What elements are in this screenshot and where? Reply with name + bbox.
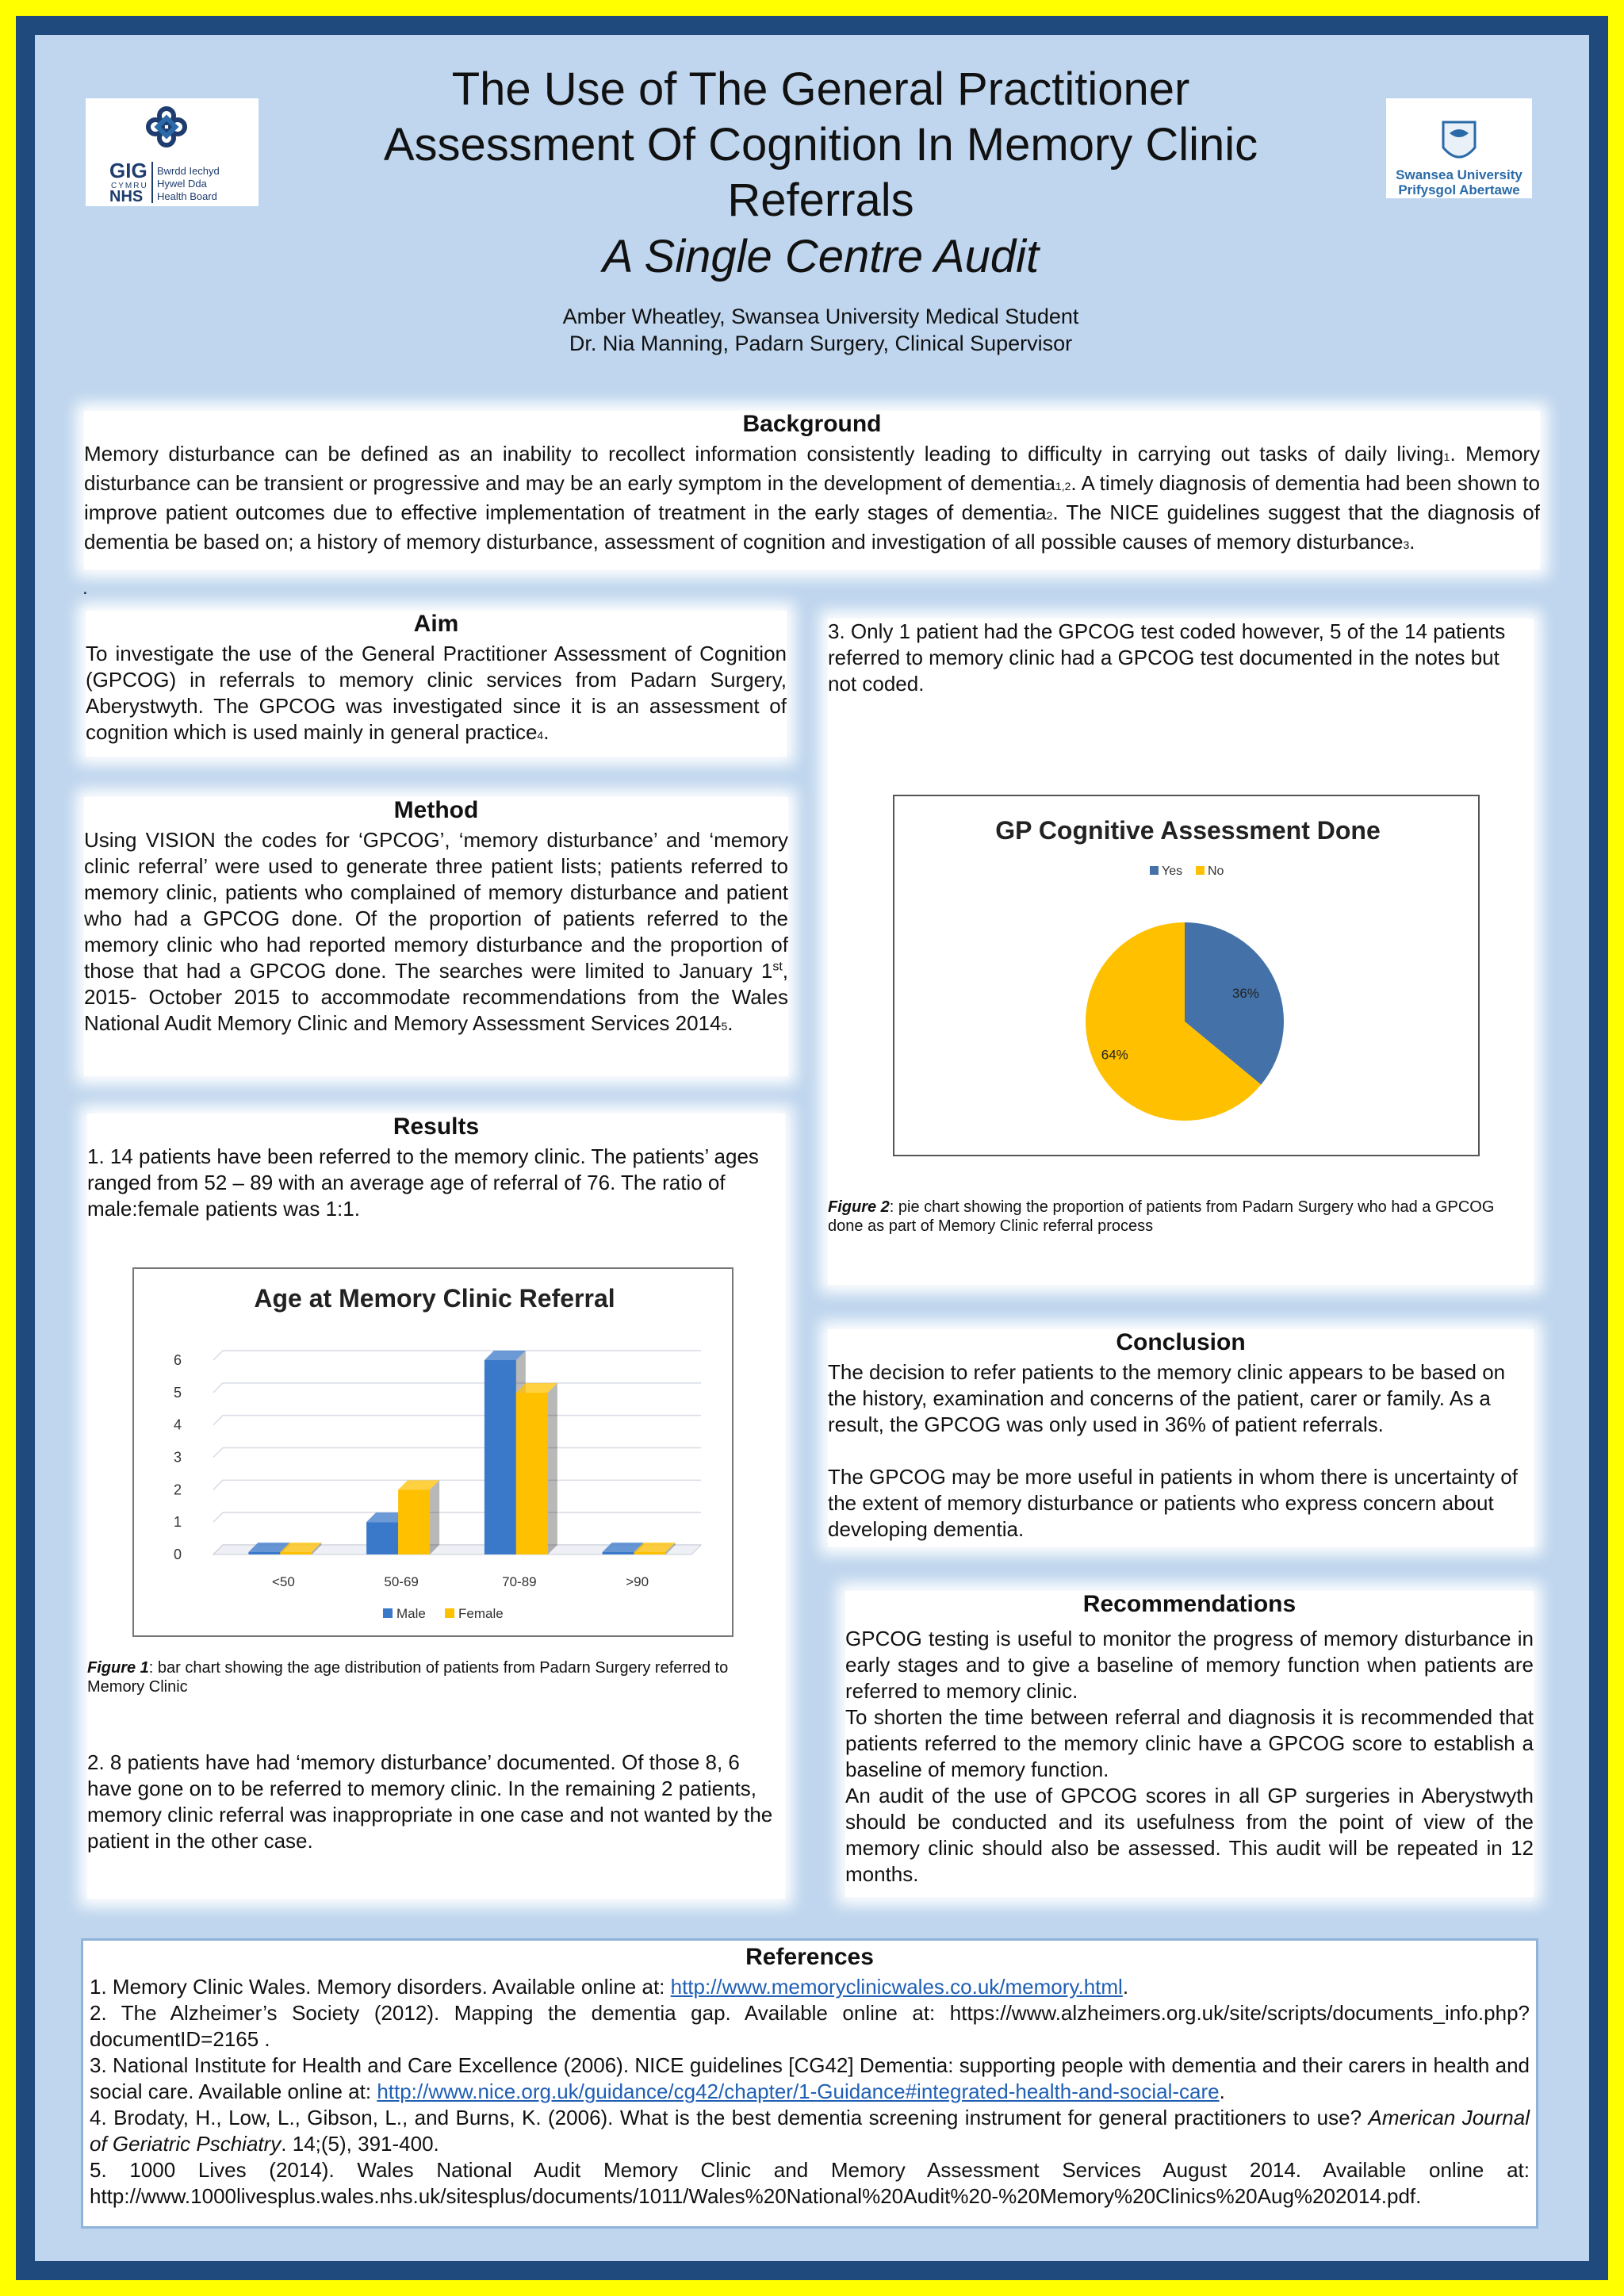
bar-male — [485, 1360, 516, 1554]
background-text-4: . The NICE guidelines suggest that the diagnosis of dementia be based on; a history of memory disturbance, assessment of cognition and investigation of all possible causes of memory disturbance — [84, 500, 1540, 554]
conclusion-para-2: The GPCOG may be more useful in patients in whom there is uncertainty of the extent of memory disturbance or patients who express concern about developing dementia. — [828, 1465, 1518, 1541]
recommendation-1: GPCOG testing is useful to monitor the progress of memory disturbance in early stages and to give a baseline of memory function when patients are referred to memory clinic. — [845, 1627, 1534, 1703]
figure-1-label: Figure 1 — [87, 1659, 149, 1677]
gridline — [213, 1448, 701, 1458]
x-tick-label: <50 — [271, 1574, 295, 1589]
x-tick-label: >90 — [626, 1574, 649, 1589]
legend-label: Female — [458, 1606, 504, 1621]
method-text-end: . — [727, 1011, 733, 1035]
background-title: Background — [742, 411, 882, 437]
aim-text — [86, 641, 787, 749]
bar-female — [516, 1393, 548, 1554]
results-title: Results — [393, 1114, 480, 1140]
recommendation-2: To shorten the time between referral and diagnosis it is recommended that patients referred to the memory clinic have a GPCOG score to establish a baseline of memory function. — [845, 1705, 1534, 1781]
legend-label: Yes — [1162, 864, 1183, 878]
legend-swatch — [445, 1608, 454, 1618]
legend-swatch — [1196, 866, 1205, 875]
logo-cymru: CYMRU — [111, 182, 148, 190]
y-tick-label: 4 — [173, 1416, 182, 1433]
y-tick-label: 6 — [173, 1352, 182, 1368]
results-section — [87, 1114, 785, 1899]
legend-swatch — [1150, 866, 1159, 875]
celtic-knot-icon — [86, 98, 259, 206]
reference-4-end: . 14;(5), 391-400. — [281, 2132, 439, 2156]
ref-marker: 5 — [721, 1020, 728, 1033]
references-title: References — [745, 1944, 874, 1970]
x-tick-label: 70-89 — [502, 1574, 537, 1589]
figure-2-text: : pie chart showing the proportion of patients from Padarn Surgery who had a GPCOG done as part of Memory Clinic referral process — [828, 1198, 1495, 1235]
background-text-3: . A timely diagnosis of dementia had been shown to improve patient outcomes due to effective implementation of treatment in the early stages of dementia — [84, 471, 1540, 524]
results-point-1: 1. 14 patients have been referred to the memory clinic. The patients’ ages ranged from 52 – 89 with an average age of referral of 76. The ratio of male:female patients was 1:1. — [87, 1144, 759, 1221]
reference-3-end: . — [1219, 2079, 1225, 2103]
background-text-2: . Memory disturbance can be transient or progressive and may be an early symptom in the development of dementia — [84, 442, 1540, 495]
reference-3 — [90, 2053, 1530, 2105]
pie-data-label: 64% — [1101, 1047, 1128, 1063]
results-point-3: 3. Only 1 patient had the GPCOG test coded however, 5 of the 14 patients referred to memory clinic had a GPCOG test documented in the notes but not coded. — [828, 619, 1506, 696]
bar-female — [280, 1552, 312, 1554]
poster-header — [301, 62, 1340, 357]
bar-side — [430, 1480, 439, 1554]
method-text-1: Using VISION the codes for ‘GPCOG’, ‘memory disturbance’ and ‘memory clinic referral’ were used to generate three patient lists; patients referred to memory clinic, patients who complained of memory disturbance and patient who had a GPCOG done. Of the proportion of patients referred to the memory clinic who had reported memory disturbance and the proportion of those that had a GPCOG done. The searches were limited to January 1 — [84, 828, 788, 983]
figure-1-text: : bar chart showing the age distribution of patients from Padarn Surgery referred to Memory Clinic — [87, 1659, 729, 1696]
logo-org-3: Health Board — [157, 190, 217, 202]
authors — [301, 303, 1340, 357]
logo-org-1: Bwrdd Iechyd — [157, 165, 220, 177]
reference-4-text: 4. Brodaty, H., Low, L., Gibson, L., and Burns, K. (2006). What is the best dementia screening instrument for general practitioners to use? — [90, 2106, 1369, 2129]
y-tick-label: 5 — [173, 1384, 182, 1401]
gridline — [213, 1512, 701, 1522]
author-1: Amber Wheatley, Swansea University Medical Student — [562, 305, 1079, 328]
nhs-wales-logo — [86, 98, 259, 206]
author-2: Dr. Nia Manning, Padarn Surgery, Clinical Supervisor — [569, 332, 1073, 355]
bar-male — [603, 1552, 634, 1554]
aim-section — [86, 611, 787, 757]
reference-3-text: 3. National Institute for Health and Care Excellence (2006). NICE guidelines [CG42] Dementia: supporting people with dementia and their carers in health and social care. Available online at: — [90, 2053, 1530, 2103]
reference-5: 5. 1000 Lives (2014). Wales National Audit Memory Clinic and Memory Assessment Services August 2014. Available online at: http://www.1000livesplus.wales.nhs.uk/sitesplus/documents/1011/Wales%20National%20Audit%20-%20Memory%20Clinics%20Aug%202014.pdf. — [90, 2158, 1530, 2208]
swansea-university-logo — [1386, 98, 1532, 198]
gridline — [213, 1416, 701, 1425]
logo-swansea-1: Swansea University — [1396, 167, 1522, 182]
background-text-5: . — [1409, 530, 1415, 554]
stray-dot: . — [82, 577, 88, 599]
figure-2-caption — [828, 1198, 1534, 1236]
reference-1 — [90, 1974, 1530, 2000]
bar-side — [548, 1383, 557, 1554]
figure-2-label: Figure 2 — [828, 1198, 890, 1216]
title-line-1: The Use of The General Practitioner — [451, 63, 1190, 115]
background-text — [84, 441, 1540, 558]
method-title: Method — [393, 797, 479, 823]
title-line-2: Assessment Of Cognition In Memory Clinic — [383, 119, 1258, 171]
x-tick-label: 50-69 — [384, 1574, 419, 1589]
legend-swatch — [383, 1608, 393, 1618]
aim-text-body: To investigate the use of the General Practitioner Assessment of Cognition (GPCOG) in referrals to memory clinic services from Padarn Surgery, Aberystwyth. The GPCOG was investigated since it is an assessment of cognition which is used mainly in general practice — [86, 642, 787, 744]
ref-marker: 2 — [1046, 509, 1053, 522]
gridline — [213, 1480, 701, 1489]
ref-marker: 1,2 — [1055, 480, 1071, 493]
reference-4 — [90, 2105, 1530, 2157]
reference-4-journal: American Journal of Geriatric Pschiatry — [90, 2106, 1530, 2156]
y-tick-label: 1 — [173, 1514, 182, 1531]
logo-nhs: NHS — [109, 188, 144, 205]
results-point-2: 2. 8 patients have had ‘memory disturbance’ documented. Of those 8, 6 have gone on to be referred to memory clinic. In the remaining 2 patients, memory clinic referral was inappropriate in one case and not wanted by the patient in the other case. — [87, 1750, 773, 1853]
method-text — [84, 827, 788, 1040]
legend-label: Male — [396, 1606, 426, 1621]
aim-title: Aim — [413, 611, 459, 637]
recommendation-3: An audit of the use of GPCOG scores in all GP surgeries in Aberystwyth should be conducted and its usefulness from the point of view of the memory clinic should also be assessed. This audit will be repeated in 12 months. — [845, 1784, 1534, 1886]
reference-1-text: 1. Memory Clinic Wales. Memory disorders. Available online at: — [90, 1975, 671, 1999]
gridline — [213, 1383, 701, 1393]
bar-chart-title: Age at Memory Clinic Referral — [254, 1284, 615, 1313]
reference-1-link[interactable]: http://www.memoryclinicwales.co.uk/memory.html — [670, 1975, 1123, 1999]
age-bar-chart — [132, 1267, 733, 1637]
method-text-2: , 2015- October 2015 to accommodate recommendations from the Wales National Audit Memory Clinic and Memory Assessment Services 2014 — [84, 959, 788, 1035]
reference-2: 2. The Alzheimer’s Society (2012). Mapping the dementia gap. Available online at: https://www.alzheimers.org.uk/site/scripts/documents_info.php?documentID=2165 . — [90, 2001, 1530, 2051]
references-section — [81, 1938, 1538, 2229]
conclusion-para-1: The decision to refer patients to the memory clinic appears to be based on the history, examination and concerns of the patient, carer or family. As a result, the GPCOG was only used in 36% of patient referrals. — [828, 1360, 1506, 1436]
reference-1-end: . — [1122, 1975, 1129, 1999]
reference-3-link[interactable]: http://www.nice.org.uk/guidance/cg42/chapter/1-Guidance#integrated-health-and-social-care — [377, 2079, 1220, 2103]
gridline — [213, 1351, 701, 1360]
background-section — [84, 411, 1540, 569]
bar-female — [398, 1489, 430, 1554]
recommendations-section — [845, 1591, 1534, 1897]
y-tick-label: 3 — [173, 1449, 182, 1466]
method-section — [84, 797, 788, 1076]
pie-data-label: 36% — [1231, 985, 1259, 1001]
poster-title — [301, 62, 1340, 228]
superscript: st — [772, 960, 783, 974]
gpcog-pie-chart — [893, 795, 1480, 1156]
figure-1-caption — [87, 1658, 785, 1696]
logo-swansea-2: Prifysgol Abertawe — [1398, 182, 1520, 197]
conclusion-section — [828, 1329, 1534, 1547]
results-right-section — [828, 619, 1534, 1285]
bar-male — [248, 1552, 280, 1554]
background-text-1: Memory disturbance can be defined as an inability to recollect information consistently leading to difficulty in carrying out tasks of daily living — [84, 442, 1444, 466]
legend-label: No — [1208, 864, 1224, 878]
ref-marker: 4 — [537, 729, 544, 742]
ref-marker: 3 — [1403, 539, 1410, 551]
ref-marker: 1 — [1443, 450, 1450, 463]
title-line-3: Referrals — [727, 174, 914, 226]
y-tick-label: 0 — [173, 1547, 182, 1562]
university-crest-icon — [1386, 98, 1532, 198]
logo-org-2: Hywel Dda — [157, 178, 207, 190]
pie-chart-title: GP Cognitive Assessment Done — [995, 816, 1381, 845]
bar-female — [634, 1552, 666, 1554]
y-tick-label: 2 — [173, 1481, 182, 1498]
logo-gig: GIG — [109, 159, 147, 182]
poster-subtitle: A Single Centre Audit — [602, 231, 1040, 282]
conclusion-title: Conclusion — [1116, 1329, 1246, 1355]
aim-text-end: . — [543, 720, 550, 744]
recommendations-title: Recommendations — [1082, 1591, 1297, 1617]
bar-male — [366, 1522, 398, 1554]
